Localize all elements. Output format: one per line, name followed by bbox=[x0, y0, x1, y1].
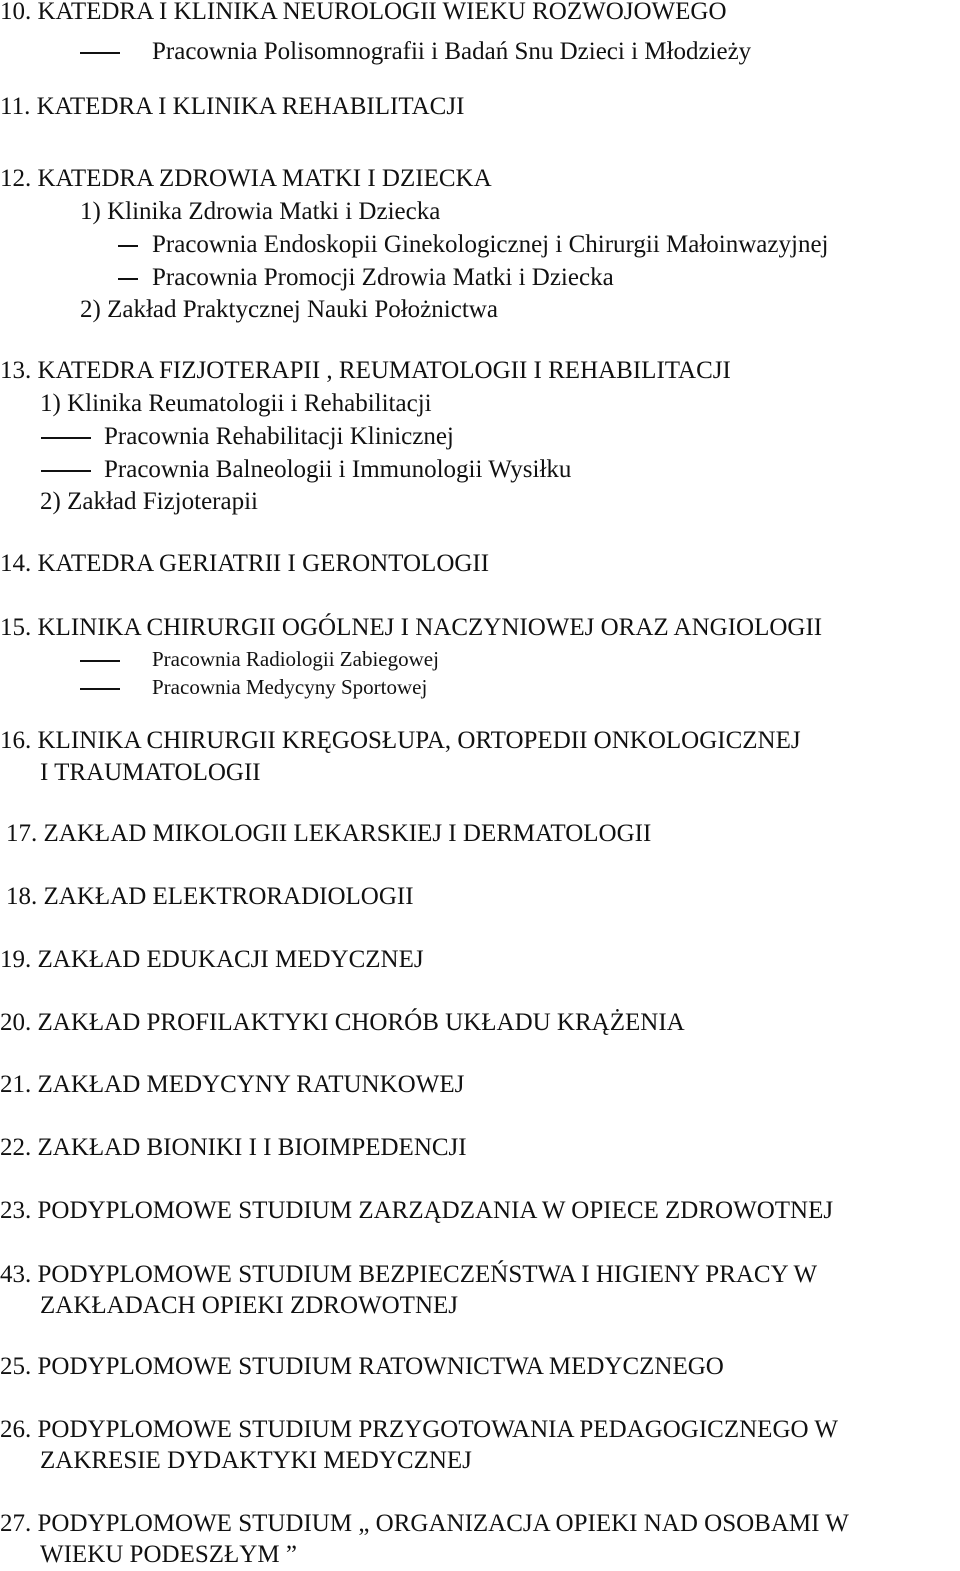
section-13-sub-2: 2) Zakład Fizjoterapii bbox=[40, 488, 258, 515]
section-15-item: Pracownia Medycyny Sportowej bbox=[152, 675, 428, 699]
section-27-heading: 27. PODYPLOMOWE STUDIUM „ ORGANIZACJA OPIEKI NAD OSOBAMI W bbox=[0, 1510, 849, 1537]
section-12-item: Pracownia Promocji Zdrowia Matki i Dziecka bbox=[152, 264, 614, 291]
section-16-heading: 16. KLINIKA CHIRURGII KRĘGOSŁUPA, ORTOPEDII ONKOLOGICZNEJ bbox=[0, 727, 801, 754]
dash-bullet bbox=[118, 245, 138, 247]
section-13-heading: 13. KATEDRA FIZJOTERAPII , REUMATOLOGII I REHABILITACJI bbox=[0, 357, 731, 384]
section-12-item: Pracownia Endoskopii Ginekologicznej i Chirurgii Małoinwazyjnej bbox=[152, 231, 829, 258]
section-13-sub-1: 1) Klinika Reumatologii i Rehabilitacji bbox=[40, 390, 432, 417]
section-14-heading: 14. KATEDRA GERIATRII I GERONTOLOGII bbox=[0, 550, 490, 577]
dash-bullet bbox=[41, 437, 91, 439]
dash-bullet bbox=[118, 278, 138, 280]
section-11-heading: 11. KATEDRA I KLINIKA REHABILITACJI bbox=[0, 93, 465, 120]
section-13-item: Pracownia Balneologii i Immunologii Wysiłku bbox=[104, 456, 572, 483]
dash-bullet bbox=[80, 660, 120, 662]
section-15-heading: 15. KLINIKA CHIRURGII OGÓLNEJ I NACZYNIOWEJ ORAZ ANGIOLOGII bbox=[0, 614, 823, 641]
section-16-heading-cont: I TRAUMATOLOGII bbox=[40, 759, 261, 786]
section-25-heading: 25. PODYPLOMOWE STUDIUM RATOWNICTWA MEDYCZNEGO bbox=[0, 1353, 724, 1380]
section-43-heading: 43. PODYPLOMOWE STUDIUM BEZPIECZEŃSTWA I HIGIENY PRACY W bbox=[0, 1261, 818, 1288]
section-12-heading: 12. KATEDRA ZDROWIA MATKI I DZIECKA bbox=[0, 165, 492, 192]
section-26-heading: 26. PODYPLOMOWE STUDIUM PRZYGOTOWANIA PEDAGOGICZNEGO W bbox=[0, 1416, 838, 1443]
section-22-heading: 22. ZAKŁAD BIONIKI I I BIOIMPEDENCJI bbox=[0, 1134, 467, 1161]
section-26-heading-cont: ZAKRESIE DYDAKTYKI MEDYCZNEJ bbox=[40, 1447, 472, 1474]
section-12-sub-1: 1) Klinika Zdrowia Matki i Dziecka bbox=[80, 198, 441, 225]
section-10-item: Pracownia Polisomnografii i Badań Snu Dzieci i Młodzieży bbox=[152, 38, 752, 65]
section-13-item: Pracownia Rehabilitacji Klinicznej bbox=[104, 423, 454, 450]
section-18-heading: 18. ZAKŁAD ELEKTRORADIOLOGII bbox=[6, 883, 414, 910]
dash-bullet bbox=[80, 52, 120, 54]
section-23-heading: 23. PODYPLOMOWE STUDIUM ZARZĄDZANIA W OPIECE ZDROWOTNEJ bbox=[0, 1197, 834, 1224]
section-27-heading-cont: WIEKU PODESZŁYM ” bbox=[40, 1541, 297, 1568]
section-12-sub-2: 2) Zakład Praktycznej Nauki Położnictwa bbox=[80, 296, 498, 323]
section-21-heading: 21. ZAKŁAD MEDYCYNY RATUNKOWEJ bbox=[0, 1071, 465, 1098]
section-43-heading-cont: ZAKŁADACH OPIEKI ZDROWOTNEJ bbox=[40, 1292, 459, 1319]
dash-bullet bbox=[80, 688, 120, 690]
section-10-heading: 10. KATEDRA I KLINIKA NEUROLOGII WIEKU ROZWOJOWEGO bbox=[0, 0, 727, 25]
section-15-item: Pracownia Radiologii Zabiegowej bbox=[152, 647, 439, 671]
section-20-heading: 20. ZAKŁAD PROFILAKTYKI CHORÓB UKŁADU KRĄŻENIA bbox=[0, 1009, 685, 1036]
section-17-heading: 17. ZAKŁAD MIKOLOGII LEKARSKIEJ I DERMATOLOGII bbox=[6, 820, 652, 847]
section-19-heading: 19. ZAKŁAD EDUKACJI MEDYCZNEJ bbox=[0, 946, 424, 973]
dash-bullet bbox=[41, 470, 91, 472]
